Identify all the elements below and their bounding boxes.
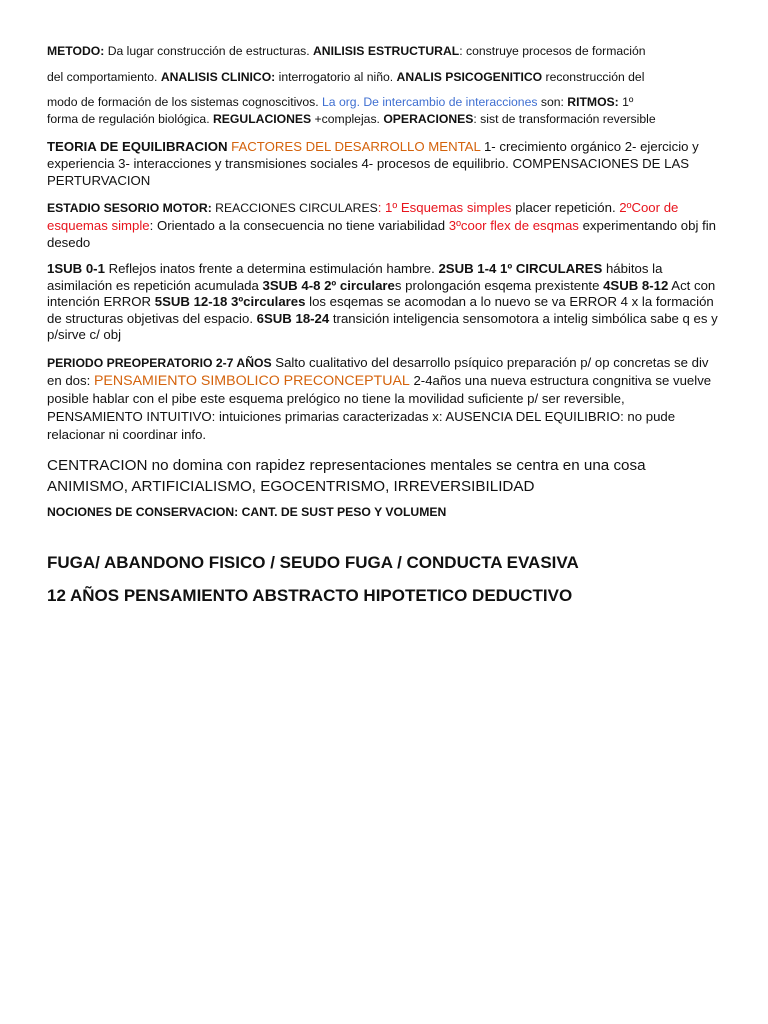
document-page [47, 42, 723, 608]
coor-flex-text: 3ºcoor flex de esqmas [448, 218, 579, 233]
anilisis-text: : construye procesos de formación [459, 44, 646, 58]
centracion-text: CENTRACION no domina con rapidez representaciones mentales se centra en una cosa [47, 456, 646, 474]
son-text: son: [537, 95, 568, 109]
regulacion-text: forma de regulación biológica. [47, 112, 213, 126]
operaciones-text: : sist de transformación reversible [473, 112, 656, 126]
paragraph-sensorio-motor [47, 199, 723, 251]
sub6-text: transición inteligencia sensomotora a intelig simbólica sabe q es y p/sirve c/ obj [47, 310, 718, 342]
simbolico-text: PENSAMIENTO SIMBOLICO PRECONCEPTUAL [93, 372, 410, 389]
factores-text: FACTORES DEL DESARROLLO MENTAL [231, 139, 481, 154]
clinico-text: interrogatorio al niño. [275, 70, 397, 84]
equilibracion-label: TEORIA DE EQUILIBRACION [47, 139, 232, 154]
sub6-label: 6SUB 18-24 [256, 310, 330, 326]
sub4-label: 4SUB 8-12 [603, 277, 669, 293]
sub3-label: 3SUB 4-8 2º circulare [262, 277, 395, 293]
heading-pensamiento-abstracto [47, 584, 723, 608]
paragraph-conservacion [47, 503, 723, 521]
paragraph-sistemas [47, 94, 723, 128]
orientado-text: : Orientado a la consecuencia no tiene variabilidad [149, 218, 449, 233]
sub1-label: 1SUB 0-1 [47, 261, 105, 276]
metodo-label: METODO: [47, 44, 105, 58]
ritmos-text: 1º [618, 95, 634, 109]
psico-text: reconstrucción del [542, 70, 645, 84]
anilisis-label: ANILISIS ESTRUCTURAL [312, 44, 460, 58]
equilibracion-text: 1- crecimiento orgánico 2- ejercicio y experiencia 3- interacciones y transmisiones sociales 4- procesos de equilibrio. COMPENSACIONES DE LAS PERTURVACION [47, 139, 699, 188]
paragraph-preoperatorio [47, 354, 723, 444]
ritmos-label: RITMOS: [567, 95, 619, 109]
regulaciones-text: +complejas. [311, 112, 384, 126]
reacciones-text: REACCIONES CIRCULARES [211, 201, 378, 215]
paragraph-centracion [47, 455, 723, 497]
sub1-text: Reflejos inatos frente a determina estimulación hambre. [104, 261, 439, 276]
org-text: La org. De intercambio de interacciones [322, 95, 538, 109]
sub5-label: 5SUB 12-18 3ºcirculares [154, 294, 306, 309]
regulaciones-label: REGULACIONES [212, 112, 312, 126]
comportamiento-text: del comportamiento. [47, 70, 161, 84]
animismo-text: ANIMISMO, ARTIFICIALISMO, EGOCENTRISMO, IRREVERSIBILIDAD [47, 477, 535, 495]
paragraph-subestadios [47, 261, 723, 344]
sub4-text: Act con intención ERROR [47, 277, 716, 309]
sub2-label: 2SUB 1-4 1º CIRCULARES [438, 261, 603, 276]
preoperatorio-label: PERIODO PREOPERATORIO 2-7 AÑOS [47, 355, 272, 370]
paragraph-equilibracion [47, 138, 723, 189]
metodo-text: Da lugar construcción de estructuras. [104, 44, 313, 58]
salto-text: Salto cualitativo del desarrollo psíquico preparación p/ op concretas se div en dos: [47, 354, 709, 388]
modo-text: modo de formación de los sistemas cognoscitivos. [47, 95, 323, 109]
paragraph-analisis [47, 68, 723, 87]
sub3-text: s prolongación esqema prexistente [394, 277, 604, 293]
heading-fuga [47, 551, 723, 575]
esquemas-simples-text: 1º Esquemas simples [385, 200, 512, 215]
placer-text: placer repetición. [511, 200, 620, 215]
fuga-text: FUGA/ ABANDONO FISICO / SEUDO FUGA / CONDUCTA EVASIVA [47, 552, 579, 572]
psico-label: ANALIS PSICOGENITICO [396, 70, 543, 84]
clinico-label: ANALISIS CLINICO: [160, 70, 276, 84]
conservacion-text: NOCIONES DE CONSERVACION: CANT. DE SUST PESO Y VOLUMEN [47, 504, 447, 519]
colon-text: : [377, 200, 386, 215]
sub5-text: los esqemas se acomodan a lo nuevo se va ERROR 4 x la formación de structuras objetivas del espacio. [47, 294, 714, 326]
preconceptual-text: 2-4años una nueva estructura congnitiva se vuelve posible hablar con el pibe este esquema prelógico no tiene la movilidad suficiente p/ ser reversible, PENSAMIENTO INTUITIVO: intuiciones primarias caracterizadas x: AUSENCIA DEL EQUILIBRIO: no pude relacionar ni coordinar info. [47, 372, 712, 442]
operaciones-label: OPERACIONES [383, 112, 474, 126]
experimentando-text: experimentando obj fin desedo [47, 218, 716, 250]
coor-esquemas-text: 2ºCoor de esquemas simple [47, 200, 679, 233]
abstracto-text: 12 AÑOS PENSAMIENTO ABSTRACTO HIPOTETICO DEDUCTIVO [47, 585, 573, 605]
sub2-text: hábitos la asimilación es repetición acumulada [47, 261, 663, 293]
paragraph-metodo [47, 42, 723, 61]
sensorio-label: ESTADIO SESORIO MOTOR: [47, 201, 212, 215]
